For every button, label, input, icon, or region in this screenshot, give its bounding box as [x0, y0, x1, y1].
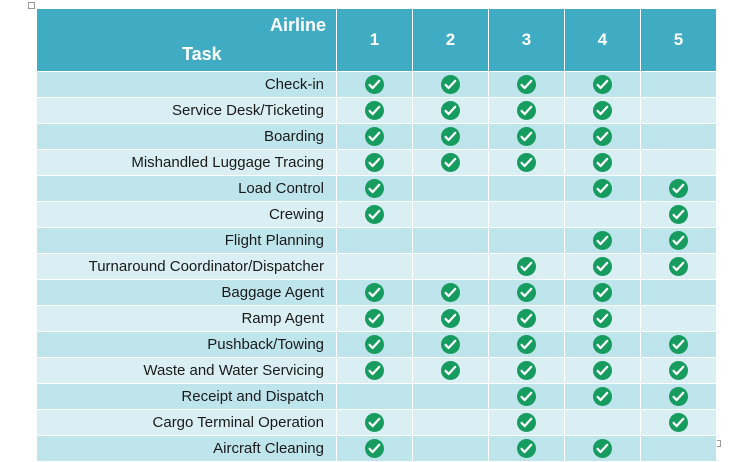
matrix-cell	[489, 332, 565, 358]
matrix-cell	[413, 150, 489, 176]
check-circle-icon	[441, 101, 460, 120]
check-circle-icon	[593, 231, 612, 250]
matrix-cell	[641, 150, 717, 176]
matrix-cell	[337, 384, 413, 410]
row-header-task: Boarding	[37, 124, 337, 150]
matrix-cell	[489, 124, 565, 150]
check-circle-icon	[441, 309, 460, 328]
row-header-task: Crewing	[37, 202, 337, 228]
check-circle-icon	[593, 257, 612, 276]
matrix-cell	[565, 150, 641, 176]
matrix-cell	[413, 358, 489, 384]
matrix-cell	[413, 72, 489, 98]
check-circle-icon	[593, 387, 612, 406]
check-circle-icon	[669, 179, 688, 198]
column-header-airline-5: 5	[641, 9, 717, 72]
check-circle-icon	[517, 257, 536, 276]
matrix-cell	[337, 124, 413, 150]
matrix-cell	[565, 72, 641, 98]
check-circle-icon	[593, 335, 612, 354]
matrix-cell	[641, 124, 717, 150]
check-circle-icon	[517, 413, 536, 432]
table-row	[37, 410, 717, 436]
check-circle-icon	[365, 413, 384, 432]
check-circle-icon	[517, 75, 536, 94]
check-circle-icon	[669, 257, 688, 276]
row-header-task: Receipt and Dispatch	[37, 384, 337, 410]
check-circle-icon	[365, 205, 384, 224]
matrix-cell	[641, 72, 717, 98]
matrix-cell	[413, 228, 489, 254]
check-circle-icon	[365, 439, 384, 458]
matrix-cell	[413, 410, 489, 436]
column-header-airline-2: 2	[413, 9, 489, 72]
check-circle-icon	[365, 361, 384, 380]
check-circle-icon	[365, 153, 384, 172]
matrix-cell	[565, 202, 641, 228]
matrix-cell	[413, 280, 489, 306]
matrix-cell	[565, 228, 641, 254]
column-header-airline-1: 1	[337, 9, 413, 72]
check-circle-icon	[593, 75, 612, 94]
check-circle-icon	[517, 439, 536, 458]
row-header-task: Waste and Water Servicing	[37, 358, 337, 384]
check-circle-icon	[593, 361, 612, 380]
corner-header-cell	[37, 9, 337, 72]
matrix-cell	[489, 306, 565, 332]
matrix-cell	[641, 254, 717, 280]
table-row	[37, 332, 717, 358]
matrix-cell	[565, 436, 641, 462]
matrix-cell	[413, 124, 489, 150]
check-circle-icon	[365, 179, 384, 198]
matrix-cell	[489, 228, 565, 254]
matrix-cell	[489, 202, 565, 228]
matrix-cell	[337, 150, 413, 176]
matrix-cell	[641, 384, 717, 410]
check-circle-icon	[669, 361, 688, 380]
matrix-cell	[337, 410, 413, 436]
check-circle-icon	[441, 335, 460, 354]
table-row	[37, 72, 717, 98]
matrix-cell	[641, 410, 717, 436]
check-circle-icon	[517, 283, 536, 302]
check-circle-icon	[593, 179, 612, 198]
matrix-cell	[337, 176, 413, 202]
matrix-cell	[413, 202, 489, 228]
matrix-table	[36, 8, 717, 462]
matrix-cell	[489, 150, 565, 176]
matrix-cell	[565, 124, 641, 150]
matrix-cell	[489, 280, 565, 306]
row-header-task: Cargo Terminal Operation	[37, 410, 337, 436]
airline-task-matrix	[36, 8, 716, 457]
matrix-cell	[565, 254, 641, 280]
row-header-task: Flight Planning	[37, 228, 337, 254]
matrix-cell	[489, 410, 565, 436]
matrix-cell	[337, 228, 413, 254]
matrix-cell	[565, 384, 641, 410]
matrix-cell	[641, 358, 717, 384]
check-circle-icon	[517, 335, 536, 354]
matrix-cell	[641, 332, 717, 358]
matrix-cell	[641, 176, 717, 202]
matrix-cell	[413, 254, 489, 280]
row-axis-label: Task	[182, 44, 222, 64]
check-circle-icon	[593, 153, 612, 172]
row-header-task: Service Desk/Ticketing	[37, 98, 337, 124]
matrix-cell	[337, 254, 413, 280]
check-circle-icon	[593, 101, 612, 120]
column-header-airline-4: 4	[565, 9, 641, 72]
check-circle-icon	[593, 127, 612, 146]
matrix-cell	[565, 176, 641, 202]
check-circle-icon	[365, 75, 384, 94]
matrix-cell	[489, 436, 565, 462]
matrix-cell	[565, 332, 641, 358]
matrix-cell	[337, 332, 413, 358]
check-circle-icon	[517, 153, 536, 172]
matrix-cell	[413, 98, 489, 124]
table-row	[37, 280, 717, 306]
matrix-cell	[489, 72, 565, 98]
row-header-task: Check-in	[37, 72, 337, 98]
row-header-task: Aircraft Cleaning	[37, 436, 337, 462]
table-row	[37, 150, 717, 176]
check-circle-icon	[365, 283, 384, 302]
matrix-cell	[565, 410, 641, 436]
table-row	[37, 124, 717, 150]
column-header-airline-3: 3	[489, 9, 565, 72]
matrix-cell	[413, 436, 489, 462]
matrix-cell	[489, 176, 565, 202]
matrix-cell	[641, 436, 717, 462]
check-circle-icon	[441, 127, 460, 146]
check-circle-icon	[593, 439, 612, 458]
check-circle-icon	[669, 413, 688, 432]
row-header-task: Turnaround Coordinator/Dispatcher	[37, 254, 337, 280]
matrix-cell	[489, 98, 565, 124]
check-circle-icon	[517, 127, 536, 146]
matrix-cell	[337, 306, 413, 332]
selection-handle-top-left[interactable]	[28, 2, 35, 9]
row-header-task: Pushback/Towing	[37, 332, 337, 358]
matrix-cell	[337, 98, 413, 124]
matrix-cell	[565, 280, 641, 306]
matrix-cell	[641, 228, 717, 254]
matrix-cell	[641, 280, 717, 306]
table-row	[37, 384, 717, 410]
table-row	[37, 254, 717, 280]
check-circle-icon	[669, 231, 688, 250]
check-circle-icon	[365, 335, 384, 354]
check-circle-icon	[365, 309, 384, 328]
check-circle-icon	[669, 205, 688, 224]
check-circle-icon	[365, 101, 384, 120]
matrix-cell	[489, 384, 565, 410]
check-circle-icon	[669, 387, 688, 406]
table-row	[37, 436, 717, 462]
matrix-cell	[413, 332, 489, 358]
matrix-cell	[337, 202, 413, 228]
check-circle-icon	[517, 309, 536, 328]
header-row	[37, 9, 717, 72]
check-circle-icon	[441, 283, 460, 302]
check-circle-icon	[517, 101, 536, 120]
matrix-cell	[565, 306, 641, 332]
matrix-cell	[489, 254, 565, 280]
check-circle-icon	[441, 153, 460, 172]
row-header-task: Load Control	[37, 176, 337, 202]
matrix-cell	[337, 72, 413, 98]
matrix-cell	[641, 306, 717, 332]
row-header-task: Ramp Agent	[37, 306, 337, 332]
matrix-cell	[565, 98, 641, 124]
table-row	[37, 358, 717, 384]
matrix-cell	[337, 358, 413, 384]
check-circle-icon	[441, 361, 460, 380]
row-header-task: Baggage Agent	[37, 280, 337, 306]
table-head	[37, 9, 717, 72]
check-circle-icon	[517, 361, 536, 380]
table-body	[37, 72, 717, 462]
check-circle-icon	[593, 283, 612, 302]
matrix-cell	[641, 202, 717, 228]
matrix-cell	[565, 358, 641, 384]
check-circle-icon	[669, 335, 688, 354]
table-row	[37, 176, 717, 202]
table-row	[37, 202, 717, 228]
matrix-cell	[413, 176, 489, 202]
column-axis-label: Airline	[269, 15, 326, 35]
matrix-cell	[337, 280, 413, 306]
check-circle-icon	[365, 127, 384, 146]
check-circle-icon	[441, 75, 460, 94]
matrix-cell	[413, 384, 489, 410]
matrix-cell	[641, 98, 717, 124]
matrix-cell	[413, 306, 489, 332]
table-row	[37, 306, 717, 332]
check-circle-icon	[593, 309, 612, 328]
check-circle-icon	[517, 387, 536, 406]
matrix-cell	[337, 436, 413, 462]
row-header-task: Mishandled Luggage Tracing	[37, 150, 337, 176]
matrix-cell	[489, 358, 565, 384]
table-row	[37, 228, 717, 254]
table-row	[37, 98, 717, 124]
